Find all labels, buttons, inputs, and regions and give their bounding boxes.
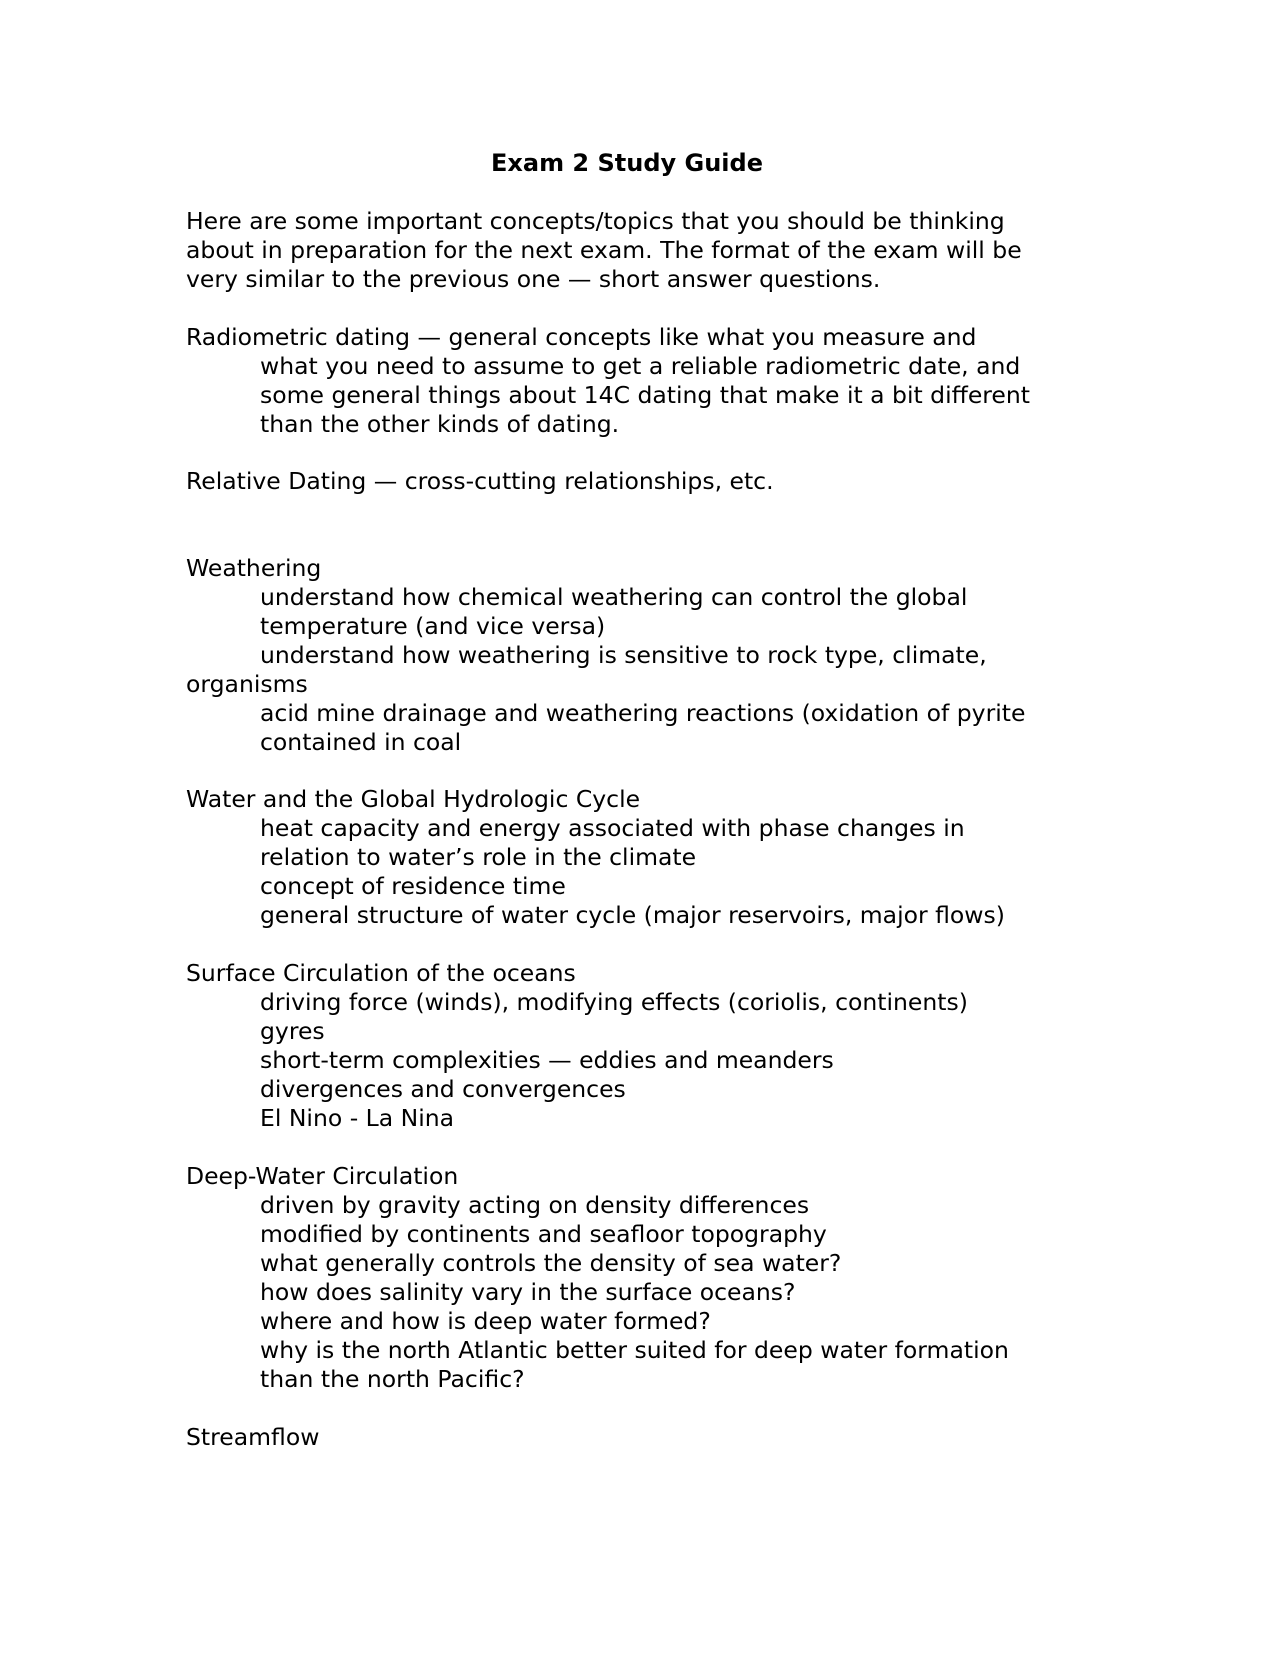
radiometric-line: what you need to assume to get a reliable radiometric date, and [260,352,1021,380]
intro-line: about in preparation for the next exam. The format of the exam will be [186,236,1022,264]
water-line: relation to water’s role in the climate [260,843,697,871]
water-line: general structure of water cycle (major reservoirs, major flows) [260,901,1005,929]
intro-line: Here are some important concepts/topics that you should be thinking [186,207,1005,235]
deep-heading: Deep-Water Circulation [186,1162,459,1190]
surface-line: driving force (winds), modifying effects (coriolis, continents) [260,988,968,1016]
weathering-line: contained in coal [260,728,462,756]
radiometric-line: some general things about 14C dating that make it a bit different [260,381,1030,409]
weathering-line: understand how weathering is sensitive to rock type, climate, [260,641,987,669]
deep-line: where and how is deep water formed? [260,1307,711,1335]
radiometric-line: than the other kinds of dating. [260,410,620,438]
water-line: heat capacity and energy associated with phase changes in [260,814,965,842]
surface-heading: Surface Circulation of the oceans [186,959,576,987]
radiometric-heading: Radiometric dating — general concepts like what you measure and [186,323,977,351]
surface-line: El Nino - La Nina [260,1104,455,1132]
water-line: concept of residence time [260,872,566,900]
intro-line: very similar to the previous one — short answer questions. [186,265,881,293]
relative-heading: Relative Dating — cross-cutting relationships, etc. [186,467,774,495]
weathering-line: understand how chemical weathering can control the global [260,583,968,611]
surface-line: short-term complexities — eddies and meanders [260,1046,834,1074]
surface-line: divergences and convergences [260,1075,626,1103]
water-heading: Water and the Global Hydrologic Cycle [186,785,641,813]
weathering-heading: Weathering [186,554,322,582]
weathering-line: organisms [186,670,308,698]
weathering-line: temperature (and vice versa) [260,612,606,640]
surface-line: gyres [260,1017,325,1045]
deep-line: modified by continents and seafloor topography [260,1220,827,1248]
streamflow-heading: Streamflow [186,1423,320,1451]
deep-line: than the north Pacific? [260,1365,525,1393]
page-title: Exam 2 Study Guide [491,149,763,177]
deep-line: how does salinity vary in the surface oceans? [260,1278,796,1306]
weathering-line: acid mine drainage and weathering reactions (oxidation of pyrite [260,699,1026,727]
deep-line: why is the north Atlantic better suited for deep water formation [260,1336,1009,1364]
deep-line: driven by gravity acting on density differences [260,1191,810,1219]
deep-line: what generally controls the density of sea water? [260,1249,842,1277]
